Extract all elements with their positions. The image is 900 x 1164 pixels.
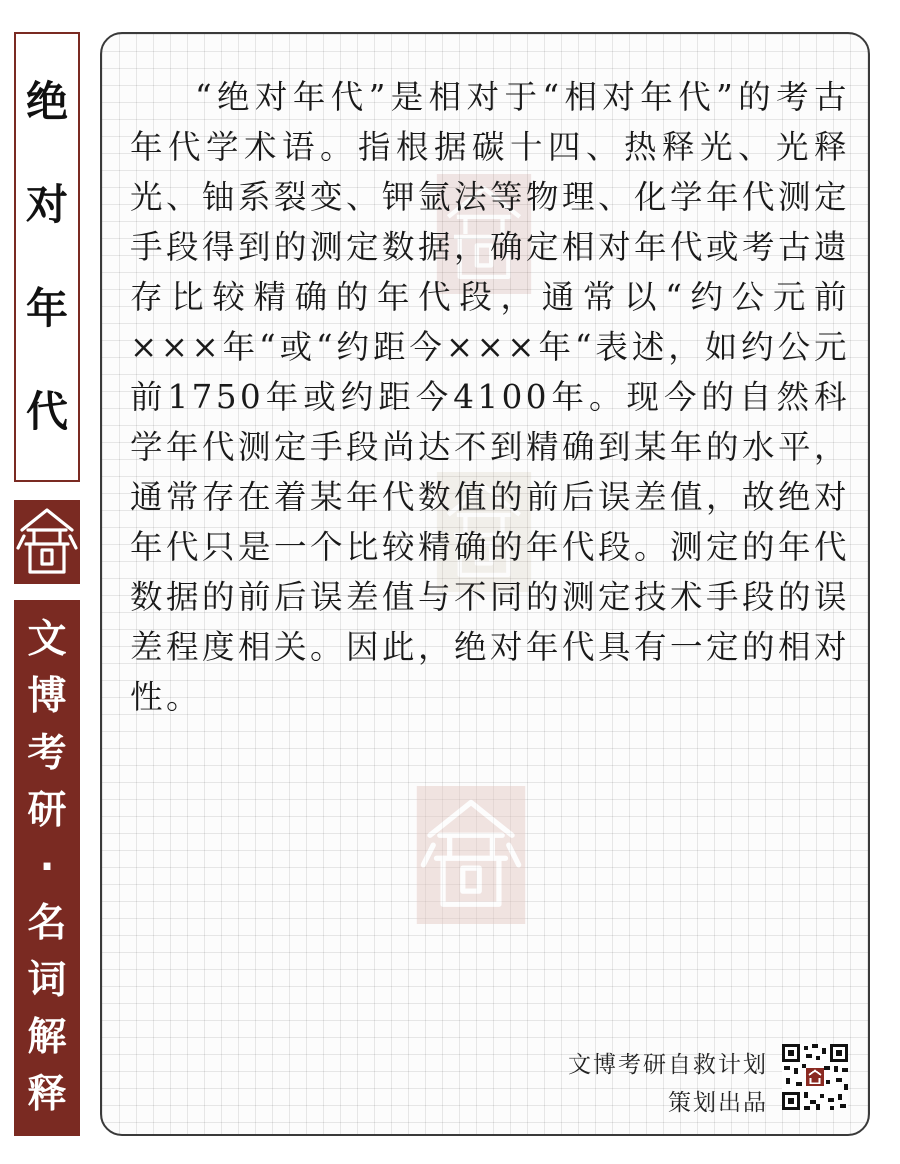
banner-char: 文 [27, 617, 67, 662]
banner-char: · [39, 844, 55, 890]
seal-logo-icon [14, 500, 80, 584]
title-char: 年 [25, 283, 68, 333]
title-char: 对 [25, 180, 68, 230]
banner-char: 考 [27, 730, 67, 776]
sidebar-title [14, 32, 80, 482]
banner-char: 博 [27, 673, 67, 719]
definition-text: “绝对年代”是相对于“相对年代”的考古年代学术语。指根据碳十四、热释光、光释光、铀系裂变、钾氩法等物理、化学年代测定手段得到的测定数据，确定相对年代或考古遗存比较精确的年代段，通常以“约公元前×××年“或“约距今×××年“表述，如约公元前1750年或约距今4100年。现今的自然科学年代测定手段尚达不到精确到某年的水平，通常存在着某年代数值的前后误差值，故绝对年代只是一个比较精确的年代段。测定的年代数据的前后误差值与不同的测定技术手段的误差程度相关。因此，绝对年代具有一定的相对性。 [130, 78, 851, 716]
banner-char: 词 [27, 958, 67, 1004]
footer-subcredit: 策划出品 [668, 1090, 768, 1116]
title-char: 绝 [25, 76, 68, 126]
banner-char: 解 [27, 1015, 67, 1061]
banner-char: 名 [27, 901, 67, 947]
footer-credit: 文博考研自救计划 [568, 1052, 768, 1078]
series-banner [14, 600, 80, 1136]
title-char: 代 [25, 387, 68, 437]
content-card [100, 32, 870, 1136]
watermark-seal-icon [412, 786, 530, 924]
banner-char: 研 [27, 787, 67, 833]
qr-code-icon[interactable] [782, 1044, 848, 1110]
banner-char: 释 [27, 1072, 67, 1117]
